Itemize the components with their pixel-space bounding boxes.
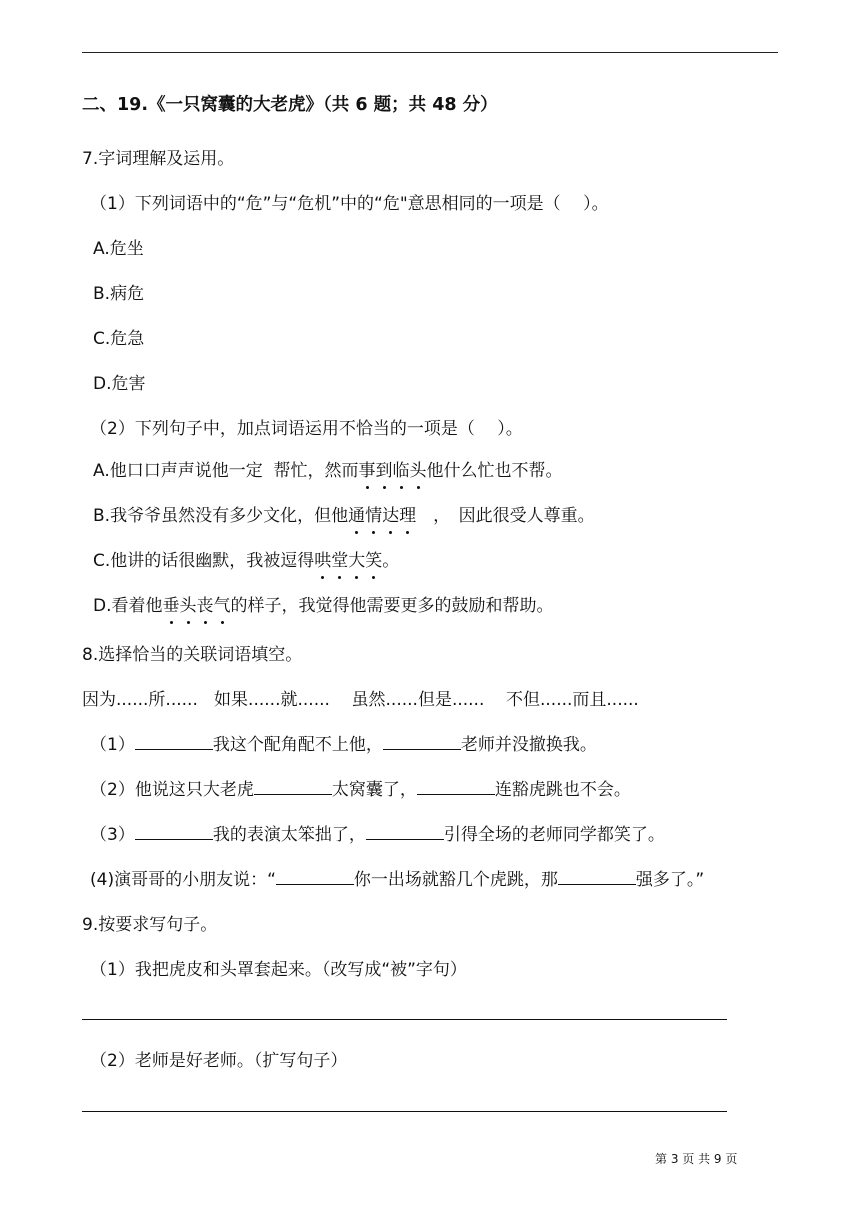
fill-blank[interactable] [135, 734, 213, 750]
sentence-option-d: D.看着他垂头丧气的样子，我觉得他需要更多的鼓励和帮助。 [93, 596, 554, 616]
dotted-char: 堂 [331, 551, 349, 571]
question-7-2-stem: （2）下列句子中，加点词语运用不恰当的一项是（ ）。 [90, 419, 523, 439]
sentence-option-b: B.我爷爷虽然没有多少文化，但他通情达理 ， 因此很受人尊重。 [93, 506, 595, 526]
question-9-1: （1）我把虎皮和头罩套起来。（改写成“被”字句） [90, 960, 467, 980]
question-8-2: （2）他说这只大老虎 太窝囊了， 连豁虎跳也不会。 [90, 780, 631, 800]
dotted-char: 理 [399, 506, 417, 526]
dotted-char: 事 [358, 461, 376, 481]
dotted-char: 气 [213, 596, 231, 616]
option-c: C.危急 [93, 329, 145, 349]
dotted-char: 笑 [365, 551, 383, 571]
dotted-char: 丧 [196, 596, 214, 616]
fill-blank[interactable] [366, 824, 444, 840]
question-8-1: （1） 我这个配角配不上他， 老师并没撤换我。 [90, 735, 597, 755]
dotted-char: 临 [392, 461, 410, 481]
fill-blank[interactable] [383, 734, 461, 750]
answer-line[interactable] [82, 1019, 727, 1020]
conjunction-word-bank: 因为......所...... 如果......就...... 虽然......但是...... 不但......而且...... [82, 690, 639, 710]
dotted-char: 情 [365, 506, 383, 526]
sentence-option-c: C.他讲的话很幽默，我被逗得哄堂大笑。 [93, 551, 400, 571]
fill-blank[interactable] [558, 869, 636, 885]
question-9-2: （2）老师是好老师。（扩写句子） [90, 1051, 348, 1071]
question-8-4: (4)演哥哥的小朋友说：“ 你一出场就豁几个虎跳，那 强多了。” [90, 870, 705, 890]
answer-line[interactable] [82, 1111, 727, 1112]
fill-blank[interactable] [135, 824, 213, 840]
dotted-char: 到 [375, 461, 393, 481]
fill-blank[interactable] [254, 779, 332, 795]
option-b: B.病危 [93, 284, 145, 304]
option-a: A.危坐 [93, 239, 144, 259]
question-9-title: 9.按要求写句子。 [82, 915, 218, 935]
dotted-char: 大 [348, 551, 366, 571]
question-7-title: 7.字词理解及运用。 [82, 149, 235, 169]
question-8-3: （3） 我的表演太笨拙了， 引得全场的老师同学都笑了。 [90, 825, 665, 845]
header-rule [82, 52, 778, 53]
page-number: 第 3 页 共 9 页 [655, 1152, 738, 1166]
section-title: 二、19.《一只窝囊的大老虎》（共 6 题；共 48 分） [82, 95, 498, 115]
sentence-option-a: A.他口口声声说他一定 帮忙，然而事到临头他什么忙也不帮。 [93, 461, 563, 481]
fill-blank[interactable] [276, 869, 354, 885]
dotted-char: 垂 [162, 596, 180, 616]
question-8-title: 8.选择恰当的关联词语填空。 [82, 645, 303, 665]
dotted-char: 头 [179, 596, 197, 616]
dotted-char: 哄 [314, 551, 332, 571]
option-d: D.危害 [93, 374, 146, 394]
fill-blank[interactable] [417, 779, 495, 795]
dotted-char: 达 [382, 506, 400, 526]
dotted-char: 头 [409, 461, 427, 481]
dotted-char: 通 [348, 506, 366, 526]
question-7-1-stem: （1）下列词语中的“危”与“危机”中的“危"意思相同的一项是（ ）。 [90, 194, 609, 214]
